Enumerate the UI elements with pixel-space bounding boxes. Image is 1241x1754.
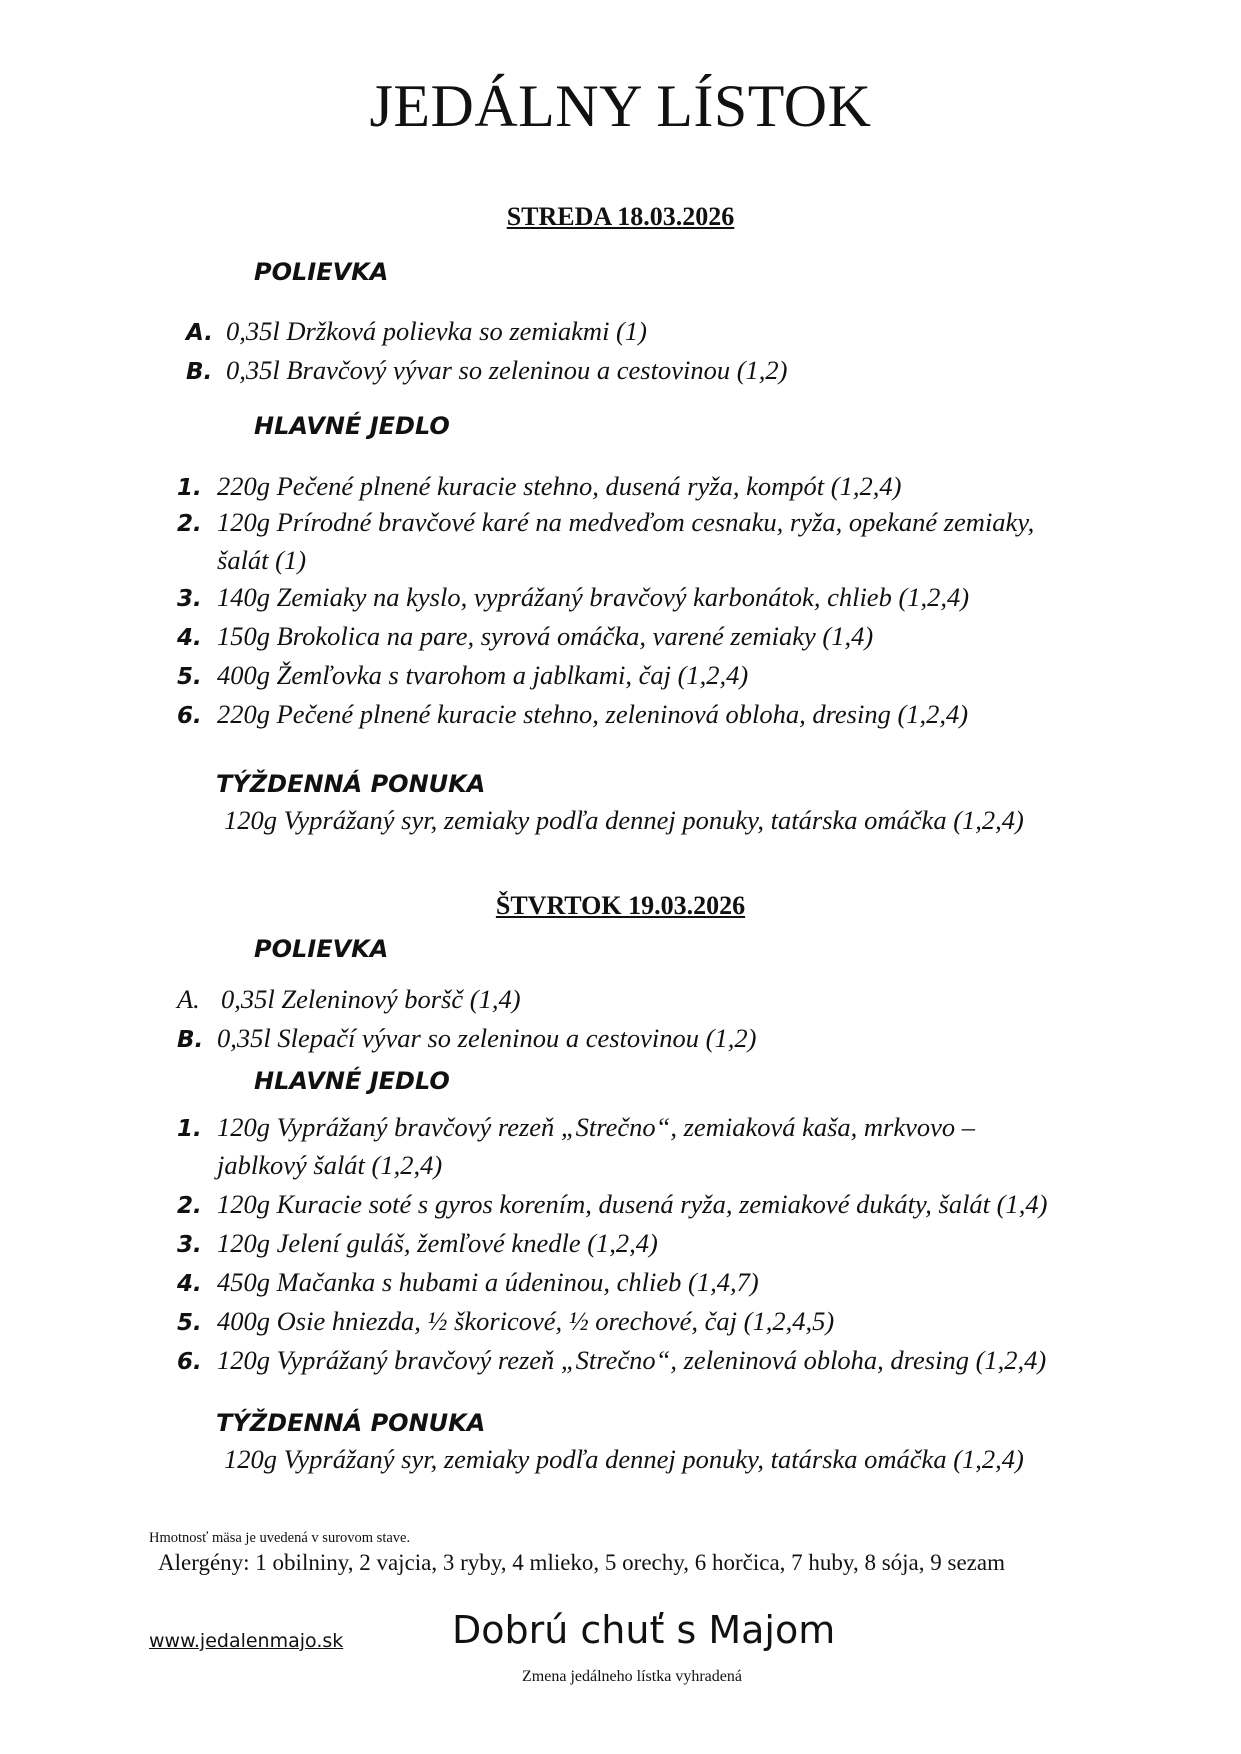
item-text: 0,35l Zeleninový boršč (1,4) [221, 984, 521, 1014]
item-marker: 2. [177, 511, 202, 537]
item-marker: B. [186, 359, 213, 385]
soup-heading: POLIEVKA [254, 258, 389, 286]
item-text: 450g Mačanka s hubami a údeninou, chlieb (1,4,7) [217, 1267, 759, 1297]
soup-item-b [177, 1020, 756, 1058]
page-title: JEDÁLNY LÍSTOK [369, 73, 872, 139]
item-marker: 6. [177, 1349, 202, 1375]
item-text: 150g Brokolica na pare, syrová omáčka, varené zemiaky (1,4) [217, 621, 874, 651]
main-item-1 [177, 1109, 1099, 1183]
item-marker: 5. [177, 664, 202, 690]
main-item-5 [177, 1303, 834, 1341]
main-item-6 [177, 1342, 1046, 1380]
item-marker: A. [177, 984, 200, 1014]
main-item-6 [177, 696, 968, 734]
main-item-2 [177, 504, 1034, 578]
item-marker: B. [177, 1027, 204, 1053]
item-text: 120g Vyprážaný bravčový rezeň „Strečno“, zeleninová obloha, dresing (1,2,4) [217, 1345, 1047, 1375]
item-text: 400g Osie hniezda, ½ škoricové, ½ orechové, čaj (1,2,4,5) [217, 1306, 835, 1336]
item-marker: 1. [177, 475, 202, 501]
soup-heading: POLIEVKA [254, 935, 389, 963]
item-text: 120g Prírodné bravčové karé na medveďom cesnaku, ryža, opekané zemiaky, [217, 507, 1035, 537]
item-marker: 1. [177, 1116, 202, 1142]
main-item-4 [177, 618, 873, 656]
item-marker: A. [186, 320, 213, 346]
item-text: 140g Zemiaky na kyslo, vyprážaný bravčový karbonátok, chlieb (1,2,4) [217, 582, 970, 612]
soup-item-a [177, 981, 521, 1017]
weekly-offer-heading: TÝŽDENNÁ PONUKA [216, 1409, 486, 1437]
weekly-offer-text: 120g Vyprážaný syr, zemiaky podľa dennej ponuky, tatárska omáčka (1,2,4) [224, 805, 1024, 835]
item-text-continued: šalát (1) [217, 545, 307, 575]
day-heading-thursday: ŠTVRTOK 19.03.2026 [495, 891, 746, 920]
allergens-legend: Alergény: 1 obilniny, 2 vajcia, 3 ryby, 4 mlieko, 5 orechy, 6 horčica, 7 huby, 8 sója, 9 sezam [158, 1550, 1005, 1575]
menu-change-note: Zmena jedálneho lístka vyhradená [522, 1668, 742, 1685]
item-marker: 3. [177, 586, 202, 612]
item-marker: 4. [177, 1271, 202, 1297]
item-text: 220g Pečené plnené kuracie stehno, zeleninová obloha, dresing (1,2,4) [217, 699, 969, 729]
soup-item-a [186, 313, 647, 351]
item-text: 0,35l Držková polievka so zemiakmi (1) [226, 316, 647, 346]
item-text: 120g Jelení guláš, žemľové knedle (1,2,4) [217, 1228, 658, 1258]
website-link[interactable]: www.jedalenmajo.sk [149, 1630, 344, 1652]
slogan: Dobrú chuť s Majom [452, 1608, 836, 1652]
weekly-offer-heading: TÝŽDENNÁ PONUKA [216, 770, 486, 798]
item-text: 0,35l Bravčový vývar so zeleninou a cestovinou (1,2) [226, 355, 788, 385]
item-text: 120g Kuracie soté s gyros korením, dusená ryža, zemiakové dukáty, šalát (1,4) [217, 1189, 1048, 1219]
main-dish-heading: HLAVNÉ JEDLO [254, 1067, 450, 1095]
weekly-offer-text: 120g Vyprážaný syr, zemiaky podľa dennej ponuky, tatárska omáčka (1,2,4) [224, 1444, 1024, 1474]
day-heading-wednesday: STREDA 18.03.2026 [506, 202, 735, 231]
main-item-4 [177, 1264, 759, 1302]
main-dish-heading: HLAVNÉ JEDLO [254, 412, 450, 440]
item-marker: 3. [177, 1232, 202, 1258]
item-marker: 6. [177, 703, 202, 729]
item-text: 400g Žemľovka s tvarohom a jablkami, čaj (1,2,4) [217, 660, 749, 690]
item-marker: 4. [177, 625, 202, 651]
item-text: 0,35l Slepačí vývar so zeleninou a cestovinou (1,2) [217, 1023, 757, 1053]
main-item-2 [177, 1186, 1047, 1224]
meat-weight-note: Hmotnosť mäsa je uvedená v surovom stave. [149, 1530, 411, 1546]
item-marker: 5. [177, 1310, 202, 1336]
item-text: 220g Pečené plnené kuracie stehno, dusená ryža, kompót (1,2,4) [217, 471, 902, 501]
item-marker: 2. [177, 1193, 202, 1219]
item-text: 120g Vyprážaný bravčový rezeň „Strečno“, zemiaková kaša, mrkvovo – [217, 1112, 976, 1142]
main-item-3 [177, 1225, 658, 1263]
main-item-3 [177, 579, 969, 617]
soup-item-b [186, 352, 787, 390]
item-text-continued: jablkový šalát (1,2,4) [217, 1150, 443, 1180]
main-item-5 [177, 657, 748, 695]
main-item-1 [177, 468, 901, 506]
